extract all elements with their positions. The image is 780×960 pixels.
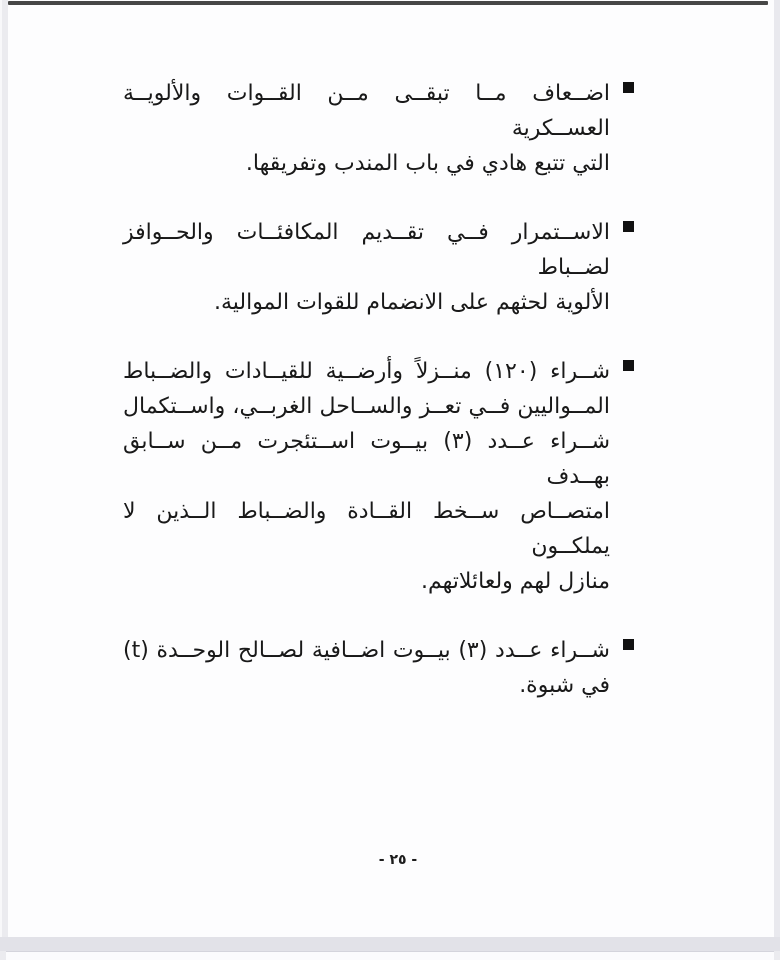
scanner-edge-line: [8, 1, 768, 5]
bullet-4-line-2: في شبوة.: [519, 673, 610, 698]
bullet-square-icon: [623, 639, 634, 650]
bullet-3-line-2: المــواليين فــي تعــز والســاحل الغربــي، واســتكمال: [123, 394, 610, 419]
bullet-list: [123, 76, 632, 737]
document-page: [8, 0, 774, 937]
page-number: - ٢٥ -: [378, 852, 418, 868]
scan-left-margin: [0, 0, 2, 937]
bullet-1-line-1: اضــعاف مــا تبقــى مــن القــوات والألويــة العســكرية: [123, 81, 610, 141]
bullet-item-1: [123, 76, 632, 181]
bullet-item-3: [123, 354, 632, 599]
bullet-2-line-2: الألوية لحثهم على الانضمام للقوات الموالية.: [213, 290, 610, 315]
scan-right-margin: [774, 0, 780, 937]
bullet-2-line-1: الاســتمرار فــي تقــديم المكافئــات والحــوافز لضــباط: [123, 220, 610, 280]
bullet-item-2: [123, 215, 632, 320]
bullet-square-icon: [623, 360, 634, 371]
bullet-4-line-1: شــراء عــدد (٣) بيــوت اضــافية لصــالح الوحــدة (t): [123, 638, 610, 663]
bullet-3-line-1: شــراء (١٢٠) منــزلاً وأرضــية للقيــادات والضــباط: [123, 359, 610, 384]
page-gap: [0, 937, 780, 951]
bullet-item-4: [123, 633, 632, 703]
bullet-3-line-5: منازل لهم ولعائلاتهم.: [421, 569, 610, 594]
bullet-square-icon: [623, 82, 634, 93]
bullet-square-icon: [623, 221, 634, 232]
next-page-edge: [6, 951, 774, 960]
bullet-1-line-2: التي تتبع هادي في باب المندب وتفريقها.: [245, 151, 610, 176]
bullet-3-line-3: شــراء عــدد (٣) بيــوت اســتئجرت مــن ســابق بهــدف: [123, 429, 611, 489]
bullet-3-line-4: امتصــاص ســخط القــادة والضــباط الــذين لا يملكــون: [123, 499, 610, 559]
